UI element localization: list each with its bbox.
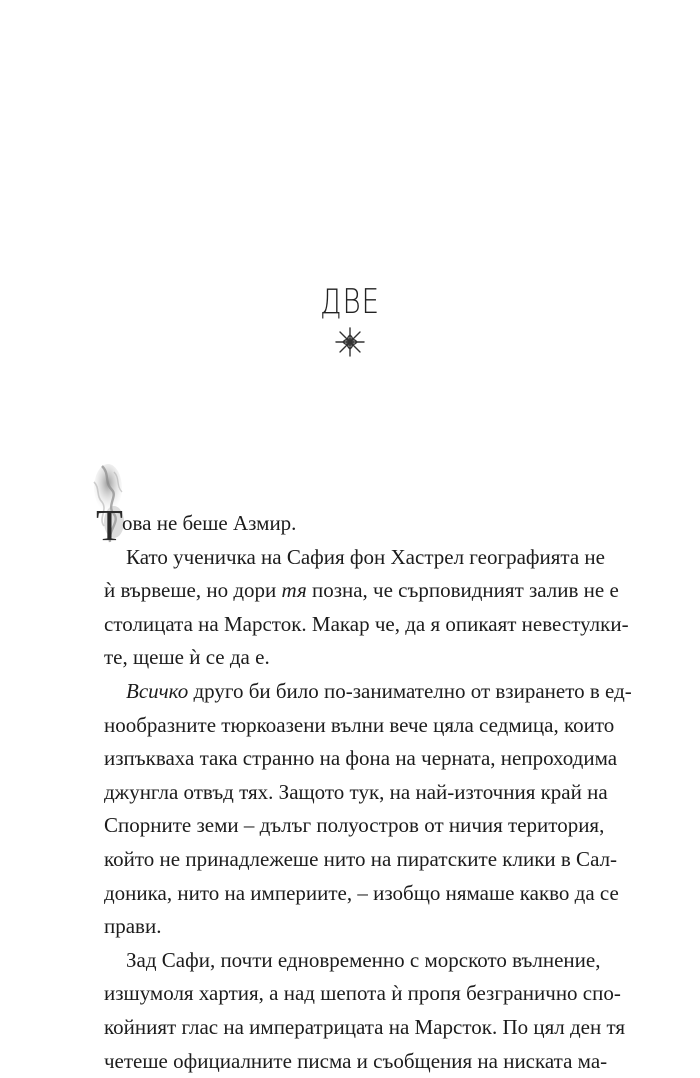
body-text [104,507,600,1078]
emphasis-text: тя [282,578,307,602]
text-line: Всичко друго би било по-занимателно от взирането в ед- [104,675,600,709]
chapter-title: ДВЕ [63,282,637,322]
text-line: Зад Сафи, почти едновременно с морското вълнение, [104,944,600,978]
emphasis-text: Всичко [126,679,188,703]
text-line: прави. [104,910,600,944]
text-line: те, щеше ѝ се да е. [104,641,600,675]
text-line: ѝ вървеше, но дори тя позна, че сърповидният залив не е [104,574,600,608]
text-line: джунгла отвъд тях. Защото тук, на най-източния край на [104,776,600,810]
text-line: нообразните тюркоазени вълни вече цяла седмица, които [104,709,600,743]
text-line: който не принадлежеше нито на пиратските клики в Сал- [104,843,600,877]
text-line: Като ученичка на Сафия фон Хастрел географията не [104,541,600,575]
text-line: четеше официалните писма и съобщения на ниската ма- [104,1045,600,1078]
text-line: столицата на Марсток. Макар че, да я опикаят невестулки- [104,608,600,642]
text-line: ова не беше Азмир. [104,507,600,541]
asterisk-flourish-icon [334,326,366,358]
text-line: Спорните земи – дълъг полуостров от ничия територия, [104,809,600,843]
drop-cap-letter: Т [96,504,123,548]
text-line: изпъкваха така странно на фона на черната, непроходима [104,742,600,776]
text-line: изшумоля хартия, а над шепота ѝ пропя безгранично спо- [104,977,600,1011]
text-line: койният глас на императрицата на Марсток. По цял ден тя [104,1011,600,1045]
text-line: доника, нито на империите, – изобщо нямаше какво да се [104,877,600,911]
